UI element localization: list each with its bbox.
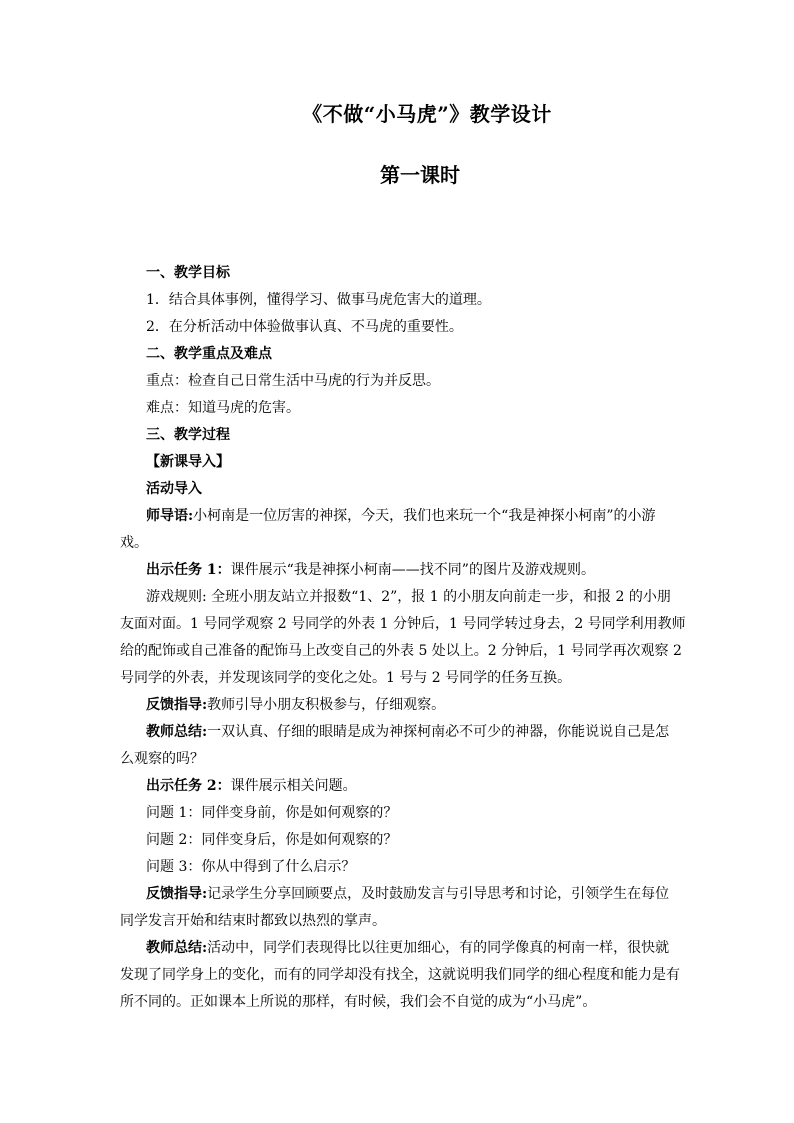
paragraph-text-line: 号同学的外表，并发现该同学的变化之处。1 号与 2 号同学的任务互换。 — [120, 670, 572, 686]
paragraph-label: 出示任务 1： — [146, 562, 231, 578]
new-lesson-label: 【新课导入】 — [146, 454, 230, 470]
paragraph-text: 游戏规则: 全班小朋友站立并报数“1、2”，报 1 的小朋友向前走一步，和报 2 的小朋 — [146, 589, 671, 605]
lesson-paragraph — [146, 827, 676, 854]
paragraph-label: 教师总结: — [146, 724, 208, 740]
keypoint-text: 重点：检查自己日常生活中马虎的行为并反思。 — [146, 373, 440, 389]
paragraph-text: 一双认真、仔细的眼睛是成为神探柯南必不可少的神器，你能说说自己是怎 — [207, 724, 670, 740]
document-title: 《不做“小马虎”》教学设计 — [302, 102, 552, 126]
paragraph-text: 问题 2：同伴变身后，你是如何观察的？ — [146, 832, 398, 848]
section-heading-process: 三、教学过程 — [146, 427, 230, 443]
section-heading-goals: 一、教学目标 — [146, 265, 230, 281]
paragraph-label: 出示任务 2： — [146, 778, 231, 794]
paragraph-text: 活动中，同学们表现得比以往更加细心，有的同学像真的柯南一样，很快就 — [207, 940, 670, 956]
document-body — [120, 260, 686, 1016]
lesson-paragraph — [120, 935, 680, 1016]
document-subtitle: 第一课时 — [380, 163, 460, 187]
paragraph-label: 师导语: — [146, 508, 194, 524]
paragraph-text-line: 友面对面。1 号同学观察 2 号同学的外表 1 分钟后，1 号同学转过身去，2 号同学利用教师 — [120, 616, 686, 632]
paragraph-text: 问题 1：同伴变身前，你是如何观察的？ — [146, 805, 398, 821]
goal-item: 1．结合具体事例，懂得学习、做事马虎危害大的道理。 — [146, 292, 491, 308]
paragraph-label: 教师总结: — [146, 940, 208, 956]
lesson-paragraph — [146, 773, 676, 800]
lesson-paragraph — [146, 854, 676, 881]
lesson-paragraph — [146, 557, 676, 584]
difficulty-text: 难点：知道马虎的危害。 — [146, 400, 300, 416]
activity-intro-label: 活动导入 — [146, 481, 202, 497]
paragraph-text-line: 同学发言开始和结束时都致以热烈的掌声。 — [120, 913, 386, 929]
paragraph-label: 反馈指导: — [146, 886, 208, 902]
paragraph-text: 教师引导小朋友积极参与，仔细观察。 — [207, 697, 446, 713]
paragraph-text-line: 么观察的吗？ — [120, 751, 204, 767]
paragraph-text-line: 给的配饰或自己准备的配饰马上改变自己的外表 5 处以上。2 分钟后，1 号同学再次观察 2 — [120, 643, 682, 659]
paragraph-text: 问题 3：你从中得到了什么启示？ — [146, 859, 356, 875]
lesson-paragraph — [120, 503, 676, 557]
paragraph-text: 小柯南是一位厉害的神探，今天，我们也来玩一个“我是神探小柯南”的小游 — [193, 508, 656, 524]
paragraph-text: 课件展示相关问题。 — [230, 778, 357, 794]
lesson-paragraph — [120, 719, 676, 773]
paragraph-text: 课件展示“我是神探小柯南——找不同”的图片及游戏规则。 — [230, 562, 595, 578]
section-heading-keypoints: 二、教学重点及难点 — [146, 346, 272, 362]
lesson-paragraph — [146, 692, 676, 719]
lesson-paragraphs — [120, 503, 686, 1016]
paragraph-text-line: 戏。 — [120, 535, 148, 551]
paragraph-text-line: 所不同的。正如课本上所说的那样，有时候，我们会不自觉的成为“小马虎”。 — [120, 994, 597, 1010]
paragraph-label: 反馈指导: — [146, 697, 208, 713]
lesson-paragraph — [120, 584, 686, 692]
lesson-paragraph — [146, 800, 676, 827]
goal-item: 2．在分析活动中体验做事认真、不马虎的重要性。 — [146, 319, 463, 335]
paragraph-text-line: 发现了同学身上的变化，而有的同学却没有找全，这就说明我们同学的细心程度和能力是有 — [120, 967, 680, 983]
paragraph-text: 记录学生分享回顾要点，及时鼓励发言与引导思考和讨论，引领学生在每位 — [207, 886, 670, 902]
lesson-paragraph — [120, 881, 676, 935]
